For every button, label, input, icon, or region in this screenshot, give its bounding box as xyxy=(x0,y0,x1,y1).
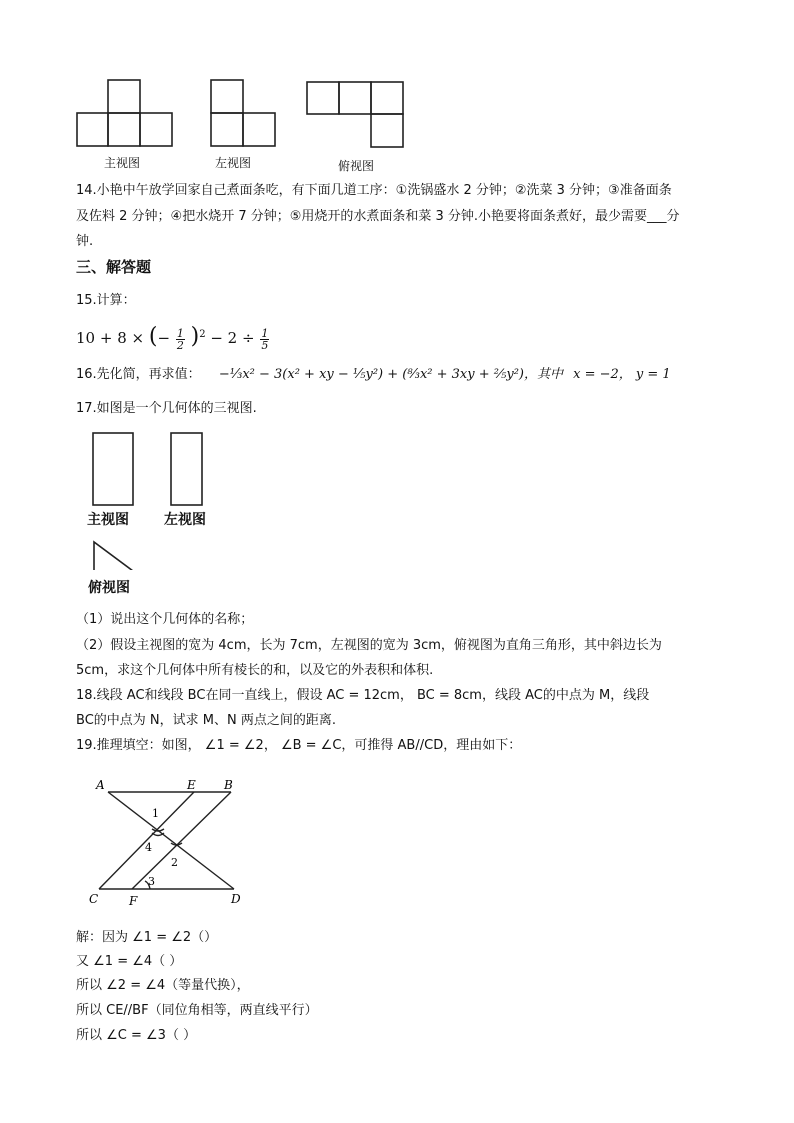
angle-label-3: 3 xyxy=(148,875,155,888)
q14-line2: 及佐料 2 分钟；④把水烧开 7 分钟；⑤用烧开的水煮面条和菜 3 分钟.小艳要将面条煮好，最少需要___分 xyxy=(76,209,680,224)
angle-label-1: 1 xyxy=(152,807,159,820)
q17-part2b: 5cm，求这个几何体中所有棱长的和，以及它的外表积和体积. xyxy=(76,663,434,678)
front-view-caption: 主视图 xyxy=(104,156,141,170)
q19-step4: 所以 CE//BF（同位角相等，两直线平行） xyxy=(76,1003,318,1018)
q15-frac2-den: 5 xyxy=(261,338,269,352)
q15-exponent: 2 xyxy=(199,329,206,340)
label-F: F xyxy=(129,894,138,908)
q19-step3: 所以 ∠2 = ∠4（等量代换）， xyxy=(76,978,250,993)
q15-expr-b: − 2 ÷ xyxy=(210,329,255,347)
angle-label-2: 2 xyxy=(171,856,178,869)
section-heading: 三、解答题 xyxy=(76,258,152,276)
q17-front-caption: 主视图 xyxy=(87,512,129,528)
q16 xyxy=(76,366,671,384)
left-view-caption: 左视图 xyxy=(215,156,252,170)
label-E: E xyxy=(187,778,196,792)
q17-left-caption: 左视图 xyxy=(164,512,206,528)
label-A: A xyxy=(96,778,105,792)
top-view-caption: 俯视图 xyxy=(338,159,375,173)
q15-label: 15.计算： xyxy=(76,293,136,308)
q17-top-caption: 俯视图 xyxy=(88,580,130,596)
q16-values: x = −2， y = 1 xyxy=(573,367,671,382)
q19-step5: 所以 ∠C = ∠3（ ） xyxy=(76,1028,197,1043)
q15-fraction-1 xyxy=(176,328,185,351)
q14-line3: 钟. xyxy=(76,234,94,249)
q19-step1: 解：因为 ∠1 = ∠2（） xyxy=(76,930,218,945)
q18-line2: BC的中点为 N，试求 M、N 两点之间的距离. xyxy=(76,713,336,728)
q19-statement: 19.推理填空：如图， ∠1 = ∠2， ∠B = ∠C，可推得 AB//CD，理由如下： xyxy=(76,738,522,753)
q16-label: 16.先化简，再求值： xyxy=(76,367,201,382)
q15-frac2-num: 1 xyxy=(261,326,269,340)
label-C: C xyxy=(89,892,99,906)
label-B: B xyxy=(224,778,233,792)
angle-label-4: 4 xyxy=(145,841,152,854)
q17-three-views-figure xyxy=(86,430,216,570)
q17-part1: （1）说出这个几何体的名称； xyxy=(76,612,254,627)
q17-text: 17.如图是一个几何体的三视图. xyxy=(76,401,257,416)
label-D: D xyxy=(231,892,241,906)
q16-expression: −⅓x² − 3(x² + xy − ⅕y²) + (⁸⁄₃x² + 3xy + ⅖y²)，其中 xyxy=(218,367,563,382)
q18-line1: 18.线段 AC和线段 BC在同一直线上，假设 AC = 12cm， BC = 8cm，线段 AC的中点为 M，线段 xyxy=(76,688,650,703)
q19-step2: 又 ∠1 = ∠4（ ） xyxy=(76,954,183,969)
q15-expr-a: 10 + 8 × xyxy=(76,329,145,347)
q15-frac1-num: 1 xyxy=(176,326,184,340)
q19-geometry-figure xyxy=(86,775,256,910)
q15-expression: 10 + 8 × (− $\frac{1}{2}$ )$^2$ − 2 ÷ $\frac{1}{5}$ xyxy=(76,324,269,352)
q14-line1: 14.小艳中午放学回家自己煮面条吃，有下面几道工序：①洗锅盛水 2 分钟；②洗菜 3 分钟；③准备面条 xyxy=(76,183,672,198)
q17-part2a: （2）假设主视图的宽为 4cm，长为 7cm，左视图的宽为 3cm，俯视图为直角三角形，其中斜边长为 xyxy=(76,638,662,653)
q15-frac1-den: 2 xyxy=(176,338,184,352)
q15-fraction-2 xyxy=(260,328,269,351)
